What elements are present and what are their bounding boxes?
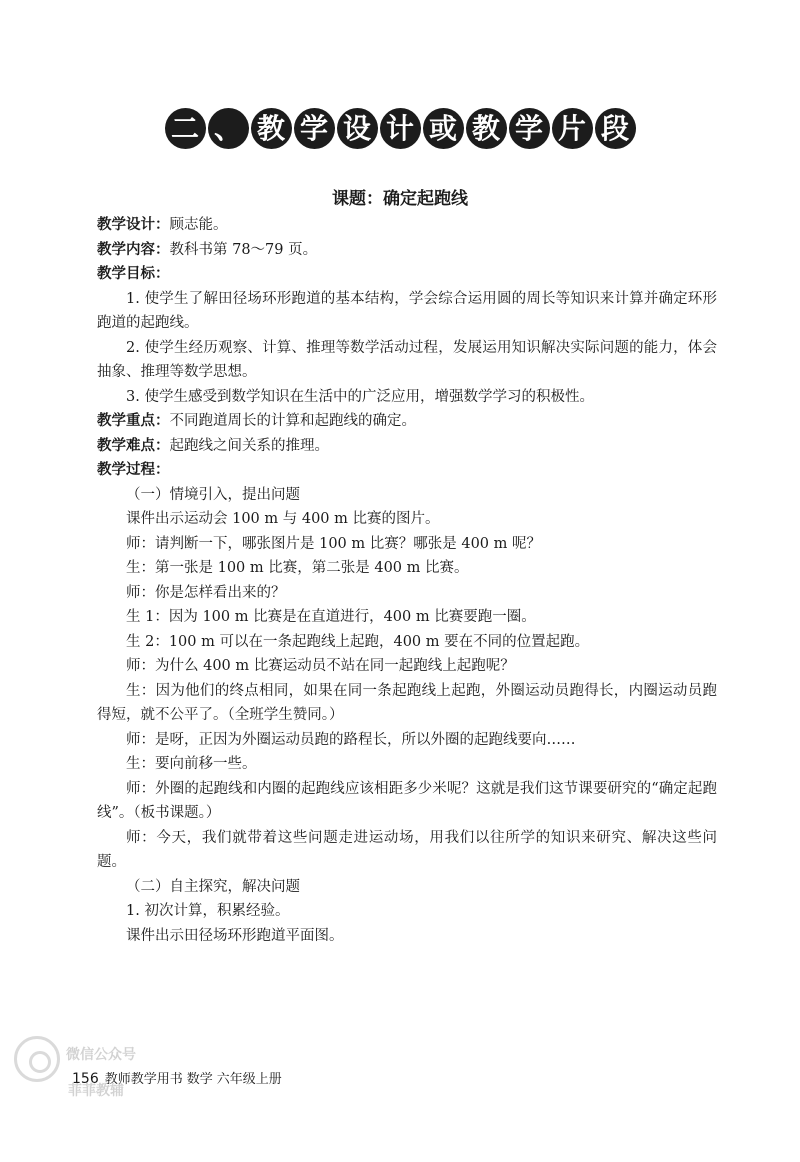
process-line: 师：今天，我们就带着这些问题走进运动场，用我们以往所学的知识来研究、解决这些问题。 (97, 829, 717, 870)
content-label: 教学内容： (97, 241, 170, 258)
banner-char: 或 (423, 108, 464, 149)
process-line: 生：要向前移一些。 (126, 756, 257, 772)
banner-char: 段 (595, 108, 636, 149)
process-line: （二）自主探究，解决问题 (126, 878, 300, 895)
footer-subject: 数学 (186, 1072, 213, 1087)
content-line (97, 238, 717, 263)
watermark-line2: 菲菲教辅 (68, 1083, 124, 1099)
designer-label: 教学设计： (97, 217, 170, 233)
banner-char: 二 (165, 108, 206, 149)
banner-char: 教 (466, 108, 507, 149)
designer-line (97, 213, 717, 238)
banner-char: 计 (380, 108, 421, 149)
keypoint-label: 教学重点： (97, 413, 170, 429)
process-line: 1. 初次计算，积累经验。 (126, 903, 290, 919)
goals-heading (97, 262, 717, 287)
banner-char: 教 (251, 108, 292, 149)
watermark-logo-icon (14, 1036, 60, 1082)
lesson-body (97, 213, 717, 948)
banner-char: 学 (294, 108, 335, 149)
goals-label: 教学目标： (97, 266, 170, 282)
process-line: 师：为什么 400 m 比赛运动员不站在同一起跑线上起跑呢？ (126, 658, 515, 674)
process-line: 师：是呀，正因为外圈运动员跑的路程长，所以外圈的起跑线要向…… (126, 731, 576, 748)
process-label: 教学过程： (97, 462, 170, 478)
banner-char: 学 (509, 108, 550, 149)
process-line: 课件出示田径场环形跑道平面图。 (126, 927, 344, 944)
process-line: 师：你是怎样看出来的？ (126, 584, 286, 601)
goal-item: 2. 使学生经历观察、计算、推理等数学活动过程，发展运用知识解决实际问题的能力，体会抽象、推理等数学思想。 (97, 339, 717, 380)
page-footer (72, 1068, 282, 1087)
page-number: 156 (72, 1071, 99, 1087)
footer-grade: 六年级上册 (216, 1072, 282, 1087)
process-line: （一）情境引入，提出问题 (126, 486, 300, 503)
process-line: 生 1：因为 100 m 比赛是在直道进行，400 m 比赛要跑一圈。 (126, 609, 536, 625)
goal-item: 1. 使学生了解田径场环形跑道的基本结构，学会综合运用圆的周长等知识来计算并确定环形跑道的起跑线。 (97, 290, 717, 331)
keypoint-value: 不同跑道周长的计算和起跑线的确定。 (169, 413, 416, 429)
process-line: 生 2：100 m 可以在一条起跑线上起跑，400 m 要在不同的位置起跑。 (126, 633, 590, 650)
watermark-line1: 微信公众号 (66, 1047, 136, 1063)
banner-char: 片 (552, 108, 593, 149)
lesson-title: 课题：确定起跑线 (332, 189, 468, 209)
designer-value: 顾志能。 (169, 217, 228, 233)
difficulty-value: 起跑线之间关系的推理。 (169, 437, 329, 454)
process-line: 课件出示运动会 100 m 与 400 m 比赛的图片。 (126, 511, 440, 527)
process-heading (97, 458, 717, 483)
banner-char: 、 (208, 108, 249, 149)
process-line: 生：因为他们的终点相同，如果在同一条起跑线上起跑，外圈运动员跑得长，内圈运动员跑得短，就不公平了。（全班学生赞同。） (97, 682, 717, 723)
process-line: 生：第一张是 100 m 比赛，第二张是 400 m 比赛。 (126, 560, 469, 576)
process-line: 师：请判断一下，哪张图片是 100 m 比赛？哪张是 400 m 呢？ (126, 535, 542, 552)
banner-char: 设 (337, 108, 378, 149)
footer-book: 教师教学用书 (104, 1072, 183, 1087)
difficulty-label: 教学难点： (97, 437, 170, 454)
keypoint-line (97, 409, 717, 434)
difficulty-line (97, 434, 717, 459)
section-banner (0, 108, 800, 149)
goal-item: 3. 使学生感受到数学知识在生活中的广泛应用，增强数学学习的积极性。 (126, 388, 594, 405)
process-line: 师：外圈的起跑线和内圈的起跑线应该相距多少米呢？这就是我们这节课要研究的“确定起跑线”。（板书课题。） (97, 780, 717, 821)
content-value: 教科书第 78～79 页。 (169, 241, 318, 258)
